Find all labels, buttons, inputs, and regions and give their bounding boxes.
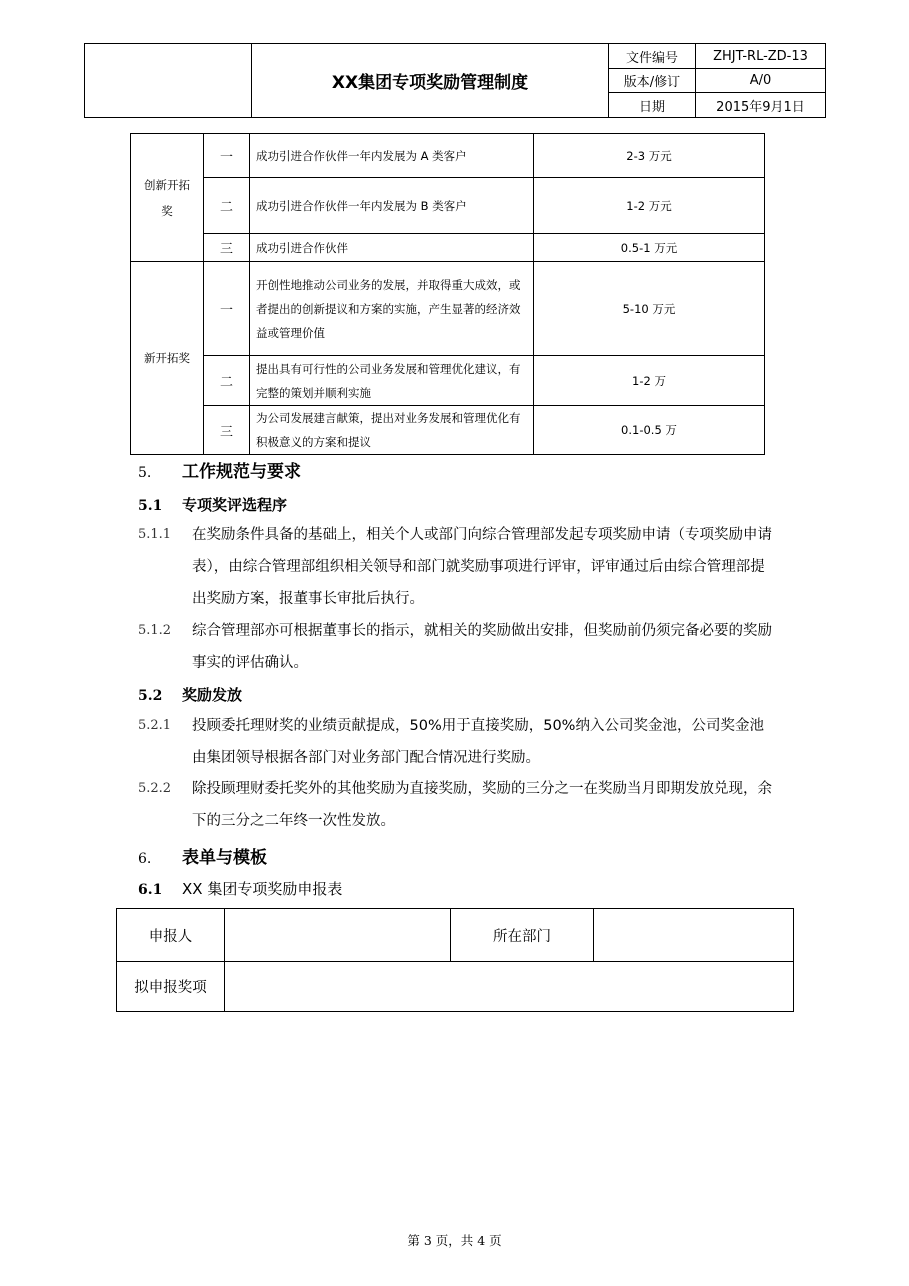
header-label-doc-no: 文件编号 [609, 44, 696, 69]
award-description: 为公司发展建言献策，提出对业务发展和管理优化有积极意义的方案和提议 [250, 406, 534, 455]
form-field-award[interactable] [225, 962, 794, 1012]
header-label-date: 日期 [609, 93, 696, 118]
award-amount: 1-2 万 [534, 356, 765, 406]
paragraph-5-1-2: 5.1.2 综合管理部亦可根据董事长的指示，就相关的奖励做出安排，但奖励前仍须完备必要的奖励事实的评估确认。 [138, 623, 772, 671]
award-amount: 1-2 万元 [534, 178, 765, 234]
section-heading-6-1: 6.1 XX 集团专项奖励申报表 [138, 880, 343, 898]
award-level: 三 [204, 406, 250, 455]
award-table [130, 133, 765, 455]
table-row [131, 406, 765, 455]
table-row [131, 178, 765, 234]
header-logo-cell [85, 44, 252, 118]
form-label-award: 拟申报奖项 [117, 962, 225, 1012]
award-description: 成功引进合作伙伴 [250, 234, 534, 262]
award-category-pioneer: 新开拓奖 [131, 262, 204, 455]
award-description: 成功引进合作伙伴一年内发展为 B 类客户 [250, 178, 534, 234]
award-description: 提出具有可行性的公司业务发展和管理优化建议，有完整的策划并顺利实施 [250, 356, 534, 406]
page-number: 第 3 页，共 4 页 [407, 1233, 502, 1248]
section-heading-6: 6. 表单与模板 [138, 848, 267, 868]
document-header [84, 43, 826, 118]
award-level: 一 [204, 262, 250, 356]
award-amount: 0.5-1 万元 [534, 234, 765, 262]
award-level: 二 [204, 178, 250, 234]
award-amount: 2-3 万元 [534, 134, 765, 178]
paragraph-5-1-1: 5.1.1 在奖励条件具备的基础上，相关个人或部门向综合管理部发起专项奖励申请（专项奖励申请表），由综合管理部组织相关领导和部门就奖励事项进行评审，评审通过后由综合管理部提出奖励方案，报董事长审批后执行。 [138, 527, 772, 607]
form-field-department[interactable] [594, 909, 794, 962]
award-application-form [116, 908, 794, 1012]
award-level: 一 [204, 134, 250, 178]
section-heading-5-2: 5.2 奖励发放 [138, 686, 243, 704]
award-description: 成功引进合作伙伴一年内发展为 A 类客户 [250, 134, 534, 178]
paragraph-5-2-2: 5.2.2 除投顾理财委托奖外的其他奖励为直接奖励，奖励的三分之一在奖励当月即期发放兑现，余下的三分之二年终一次性发放。 [138, 781, 772, 829]
award-amount: 0.1-0.5 万 [534, 406, 765, 455]
section-heading-5-1: 5.1 专项奖评选程序 [138, 496, 288, 514]
header-value-doc-no: ZHJT-RL-ZD-13 [696, 44, 826, 69]
section-heading-5: 5. 工作规范与要求 [138, 462, 301, 482]
table-row [131, 262, 765, 356]
table-row [131, 356, 765, 406]
award-amount: 5-10 万元 [534, 262, 765, 356]
award-level: 三 [204, 234, 250, 262]
header-value-version: A/0 [696, 69, 826, 93]
table-row [131, 134, 765, 178]
form-label-department: 所在部门 [451, 909, 594, 962]
form-label-applicant: 申报人 [117, 909, 225, 962]
table-row [131, 234, 765, 262]
award-description: 开创性地推动公司业务的发展，并取得重大成效，或者提出的创新提议和方案的实施，产生显著的经济效益或管理价值 [250, 262, 534, 356]
award-category-innovation: 创新开拓奖 [131, 134, 204, 262]
award-level: 二 [204, 356, 250, 406]
header-value-date: 2015年9月1日 [696, 93, 826, 118]
paragraph-5-2-1: 5.2.1 投顾委托理财奖的业绩贡献提成，50%用于直接奖励，50%纳入公司奖金池，公司奖金池由集团领导根据各部门对业务部门配合情况进行奖励。 [138, 718, 764, 766]
header-label-version: 版本/修订 [609, 69, 696, 93]
document-title: XX集团专项奖励管理制度 [252, 44, 609, 118]
form-field-applicant[interactable] [225, 909, 451, 962]
